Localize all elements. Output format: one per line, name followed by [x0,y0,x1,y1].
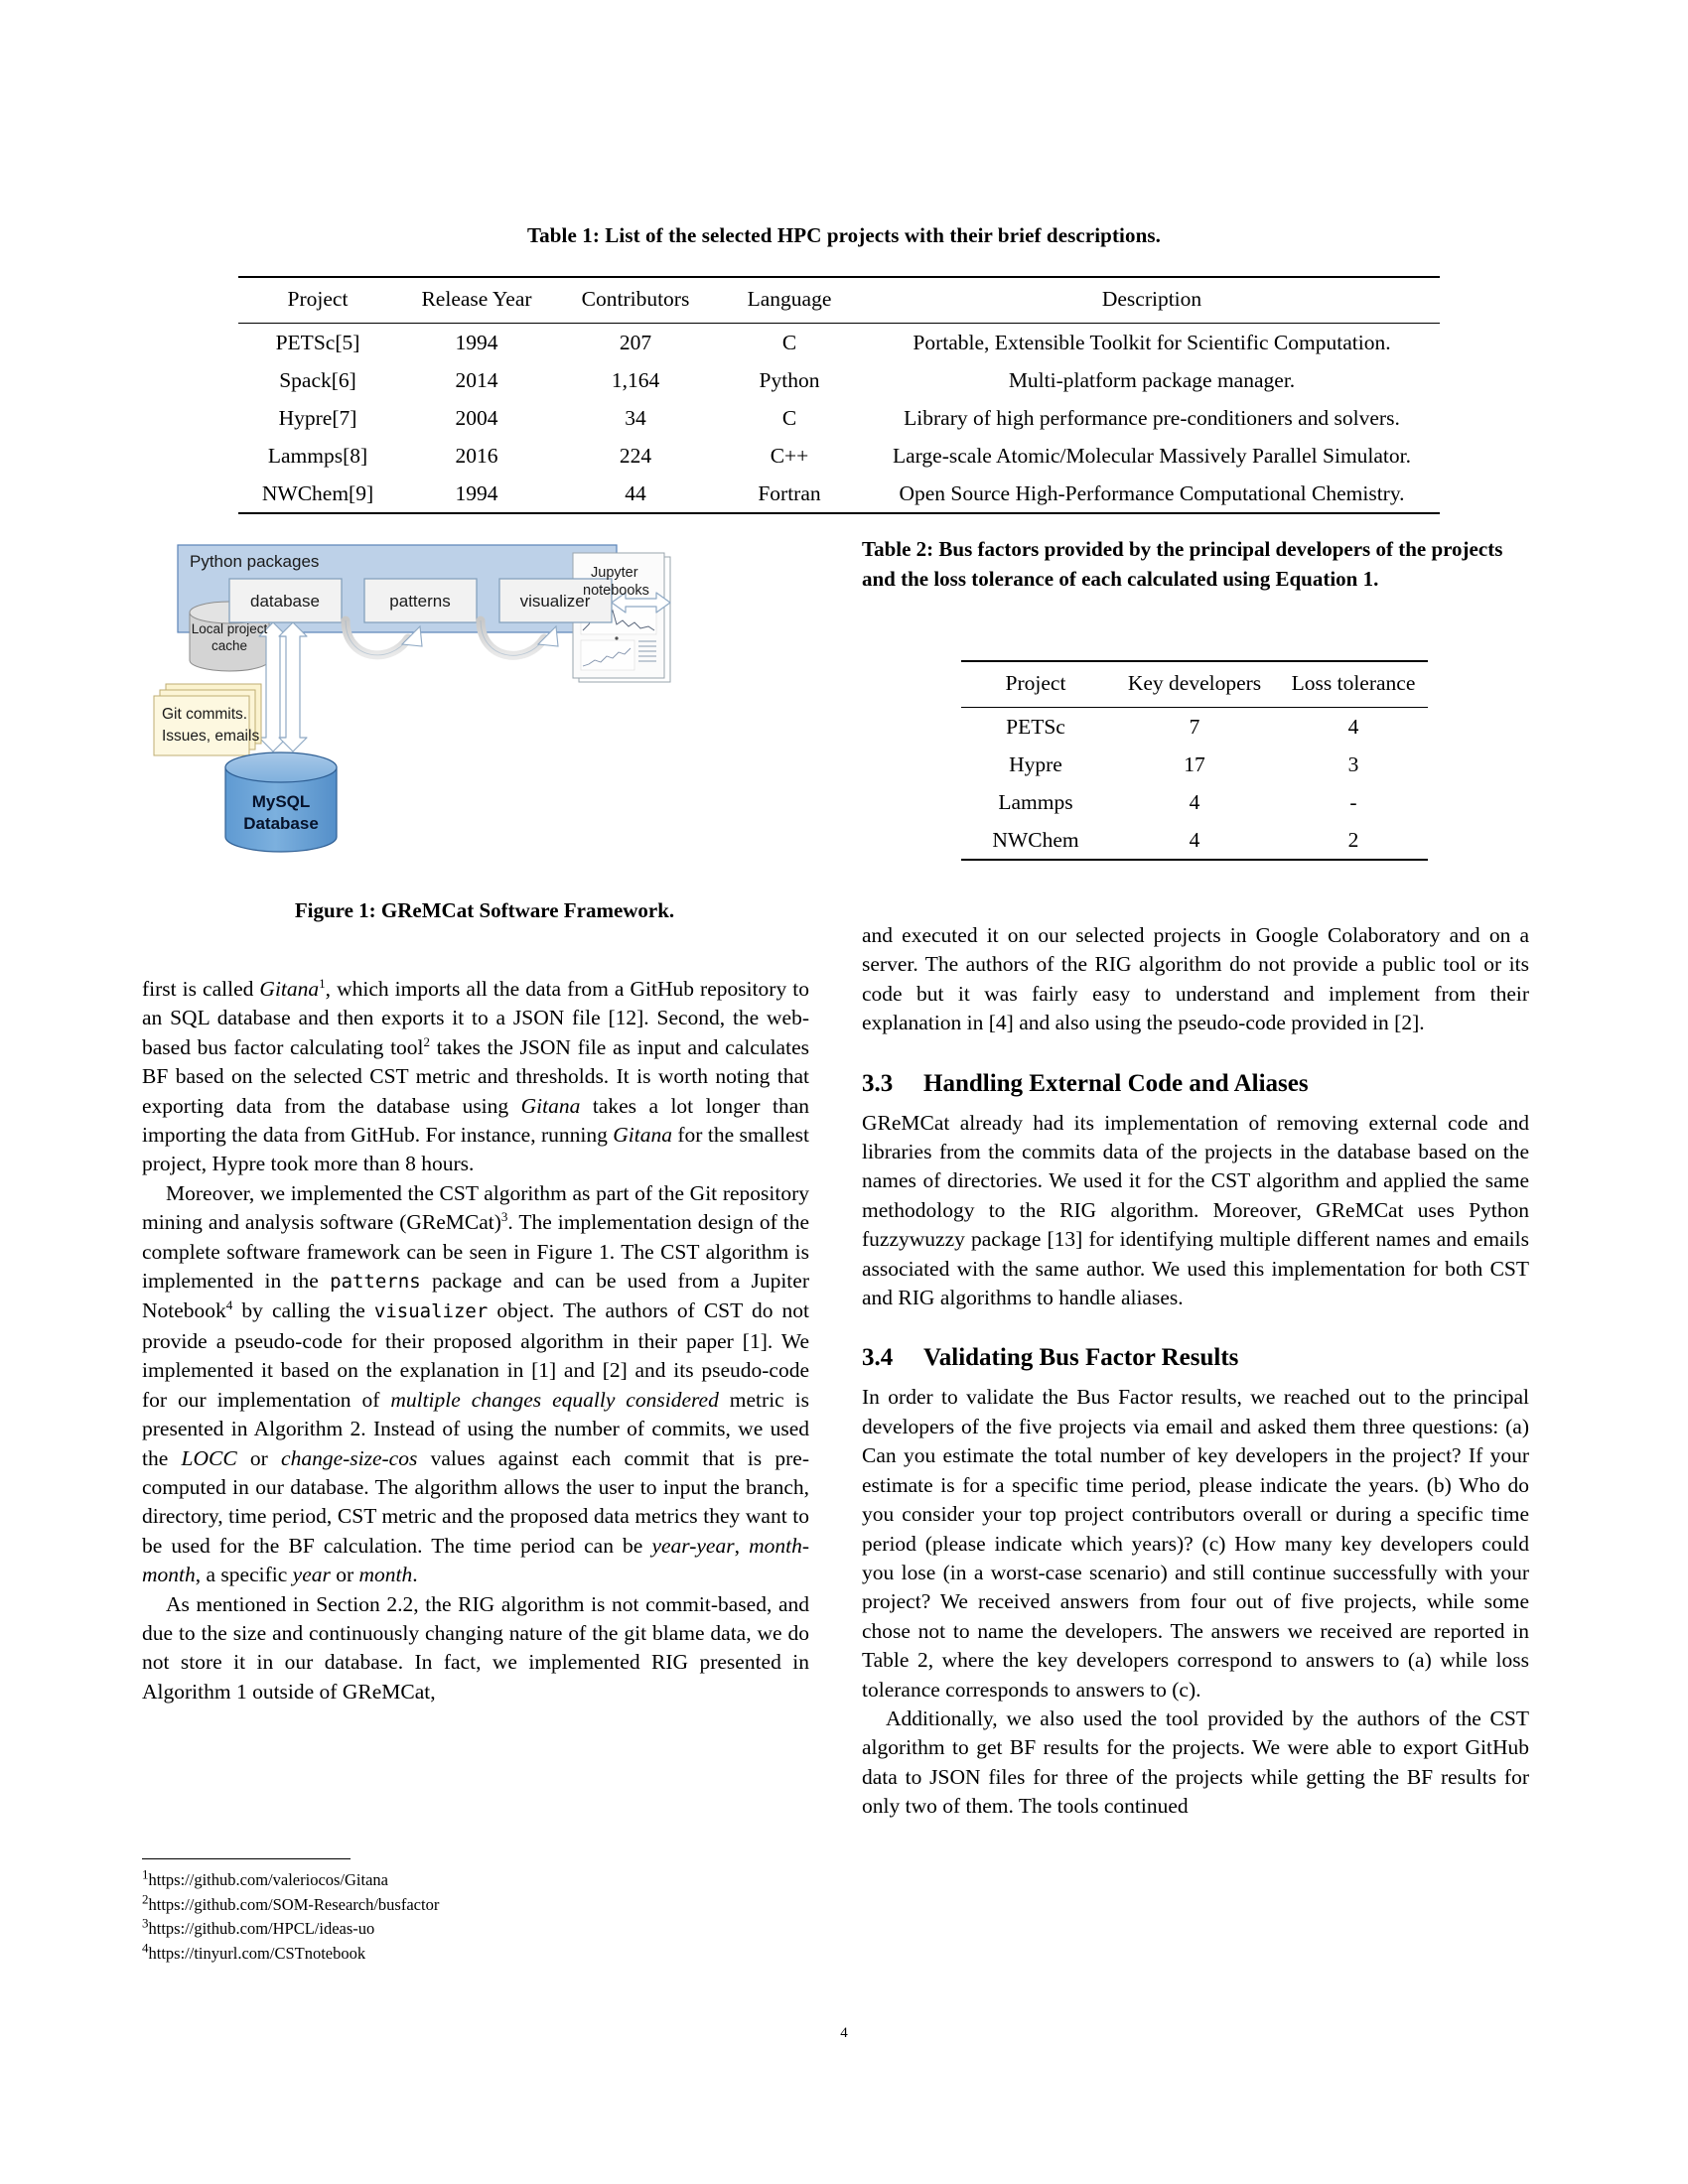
table1-cell-project: PETSc[5] [275,330,360,354]
table1-cell-language: Fortran [758,480,821,505]
paragraph-external-code: GReMCat already had its implementation of removing external code and libraries from the commits data of the projects in the database based on the names of directories. We used it for the CST algorithm and applied the same methodology to the RIG algorithm. Moreover, GReMCat uses Python fuzzywuzzy package [13] for identifying multiple different names and emails associated with the same author. We used this implementation for both CST and RIG algorithms to handle aliases. [862,1110,1529,1310]
table1-cell-language: C++ [770,443,809,468]
double-arrow-notes-database [279,622,307,751]
footnote-item: $^2$https://github.com/SOM-Research/busfactor [142,1891,440,1914]
table1-col-contributors: Contributors [581,287,690,311]
table1-cell-year: 2014 [455,367,498,392]
table2 [961,660,1428,861]
table1-cell-project: Lammps[8] [267,443,368,468]
table1-col-language: Language [747,287,832,311]
section-heading-3-3 [862,1068,1529,1100]
section-title-3-3: Handling External Code and Aliases [923,1069,1309,1097]
python-packages-label: Python packages [190,552,320,571]
table1-col-project: Project [287,287,349,311]
local-cache-label-line1: Local project [191,621,268,636]
table1-cell-language: C [781,330,797,354]
table2-col-key-developers: Key developers [1127,671,1262,695]
mysql-label-line2: Database [243,814,319,833]
table1-cell-contributors: 34 [625,405,646,430]
table2-cell-project: PETSc [1006,714,1065,739]
table2-cell-loss: 2 [1347,827,1359,852]
paragraph-validating-bf: In order to validate the Bus Factor results, we reached out to the principal developers of the five projects via email and asked them three questions: (a) Can you estimate the total number of key developers in the project? If your estimate is for a specific time period, please indicate the years. (b) Who do you consider your top project contributors overall or during a specific time period (please indicate which years)? (c) How many key developers could you lose (in a worst-case scenario) and still continue successfully with your project? We received answers from four out of five projects, while some chose not to name the developers. The answers we received are reported in Table 2, where the key developers correspond to answers to (a) while loss tolerance corresponds to answers to (c). [862,1385,1529,1702]
table-row [961,746,1428,783]
table1-cell-contributors: 1,164 [611,367,660,392]
table2-cell-key: 4 [1189,789,1200,814]
table2-cell-key: 7 [1189,714,1200,739]
table-row [961,821,1428,860]
table1-cell-year: 1994 [455,330,498,354]
table1-cell-description: Portable, Extensible Toolkit for Scientific Computation. [913,330,1391,354]
body-column-right [862,921,1529,1822]
section-heading-3-4 [862,1342,1529,1374]
table1-cell-description: Open Source High-Performance Computational Chemistry. [899,480,1405,505]
table1-cell-project: NWChem[9] [261,480,374,505]
footnotes-block [142,1868,809,1966]
table-row [238,324,1440,362]
package-label-visualizer: visualizer [519,592,591,611]
table1-cell-language: C [781,405,797,430]
table2-cell-loss: 4 [1347,714,1359,739]
table2-caption: Table 2: Bus factors provided by the principal developers of the projects and the loss tolerance of each calculated using Equation 1. [862,537,1503,591]
table2-col-loss-tolerance: Loss tolerance [1291,671,1416,695]
table-row [238,399,1440,437]
section-number-3-3: 3.3 [862,1069,894,1097]
package-label-patterns: patterns [389,592,451,611]
table2-cell-key: 17 [1184,751,1205,776]
table1 [238,276,1440,514]
table2-cell-project: Lammps [998,789,1073,814]
table-row [961,708,1428,747]
section-title-3-4: Validating Bus Factor Results [923,1344,1239,1372]
table2-cell-project: NWChem [992,827,1079,852]
table1-cell-language: Python [759,367,820,392]
table1-cell-description: Large-scale Atomic/Molecular Massively Parallel Simulator. [892,443,1412,468]
jupyter-label-line1: Jupyter [591,565,638,581]
table1-cell-year: 1994 [455,480,498,505]
table-row [238,437,1440,475]
paragraph-gitana: first is called Gitana$^1$, which imports all the data from a GitHub repository to an SQL database and then exports it to a JSON file [12]. Second, the web-based bus factor calculating tool$^2$ takes the JSON file as input and calculates BF based on the selected CST metric and thresholds. It is worth noting that exporting data from the database using Gitana takes a lot longer than importing the data from GitHub. For instance, running Gitana for the smallest project, Hypre took more than 8 hours. [142,975,810,1176]
table1-cell-project: Hypre[7] [278,405,357,430]
section-number-3-4: 3.4 [862,1344,894,1372]
footnote-item: $^1$https://github.com/valeriocos/Gitana [142,1866,388,1889]
paragraph-rig-execution: and executed it on our selected projects in Google Colaboratory and on a server. The authors of the RIG algorithm do not provide a public tool or its code but it was fairly easy to understand and implement from their explanation in [4] and also using the pseudo-code provided in [2]. [862,923,1529,1035]
table1-cell-description: Library of high performance pre-conditioners and solvers. [904,405,1400,430]
mysql-label-line1: MySQL [251,792,311,811]
footnote-item: $^3$https://github.com/HPCL/ideas-uo [142,1915,375,1938]
table-row [238,361,1440,399]
page-number: 4 [840,2025,848,2041]
footnote-item: $^4$https://tinyurl.com/CSTnotebook [142,1940,366,1963]
table-row [238,475,1440,513]
table1-cell-description: Multi-platform package manager. [1008,367,1296,392]
table1-cell-year: 2004 [455,405,498,430]
table2-cell-loss: - [1349,789,1357,814]
table1-cell-contributors: 207 [619,330,652,354]
git-commits-label-line1: Git commits. [162,706,248,723]
paragraph-cst-tool: Additionally, we also used the tool provided by the authors of the CST algorithm to get BF results for the projects. We were able to export GitHub data to JSON files for three of the projects while getting the BF results for only two of them. The tools continued [862,1706,1529,1819]
local-cache-label-line2: cache [211,638,248,653]
paragraph-gremcat-cst: Moreover, we implemented the CST algorithm as part of the Git repository mining and analysis software (GReMCat)$^3$. The implementation design of the complete software framework can be seen in Figure 1. The CST algorithm is implemented in the patterns package and can be used from a Jupiter Notebook$^4$ by calling the visualizer object. The authors of CST do not provide a pseudo-code for their proposed algorithm in their paper [1]. We implemented it based on the explanation in [1] and [2] and its pseudo-code for our implementation of multiple changes equally considered metric is presented in Algorithm 2. Instead of using the number of commits, we used the LOCC or change-size-cos values against each commit that is pre-computed in our database. The algorithm allows the user to input the branch, directory, time period, CST metric and the proposed data metrics they want to be used for the BF calculation. The time period can be year-year, month-month, a specific year or month. [142,1180,809,1587]
table1-caption: Table 1: List of the selected HPC projects with their brief descriptions. [526,223,1161,247]
table2-col-project: Project [1005,671,1066,695]
table1-col-description: Description [1101,287,1202,311]
table-row [961,783,1428,821]
table2-cell-key: 4 [1189,827,1200,852]
jupyter-label-line2: notebooks [583,583,649,599]
table1-cell-contributors: 224 [619,443,652,468]
table2-cell-loss: 3 [1347,751,1359,776]
footnote-separator [142,1858,351,1859]
table2-header-row [961,661,1428,708]
table1-cell-project: Spack[6] [279,367,356,392]
table2-cell-project: Hypre [1009,751,1062,776]
package-label-database: database [250,592,320,611]
figure1-diagram [142,521,827,864]
figure1-caption: Figure 1: GReMCat Software Framework. [294,898,675,922]
table1-cell-year: 2016 [455,443,498,468]
table1-cell-contributors: 44 [625,480,646,505]
table1-col-year: Release Year [421,287,532,311]
body-column-left [142,975,809,1706]
table1-header-row [238,277,1440,324]
paragraph-rig-algorithm: As mentioned in Section 2.2, the RIG algorithm is not commit-based, and due to the size and continuously changing nature of the git blame data, we do not store it in our database. In fact, we implemented RIG presented in Algorithm 1 outside of GReMCat, [142,1591,809,1704]
git-commits-label-line2: Issues, emails [162,728,260,745]
